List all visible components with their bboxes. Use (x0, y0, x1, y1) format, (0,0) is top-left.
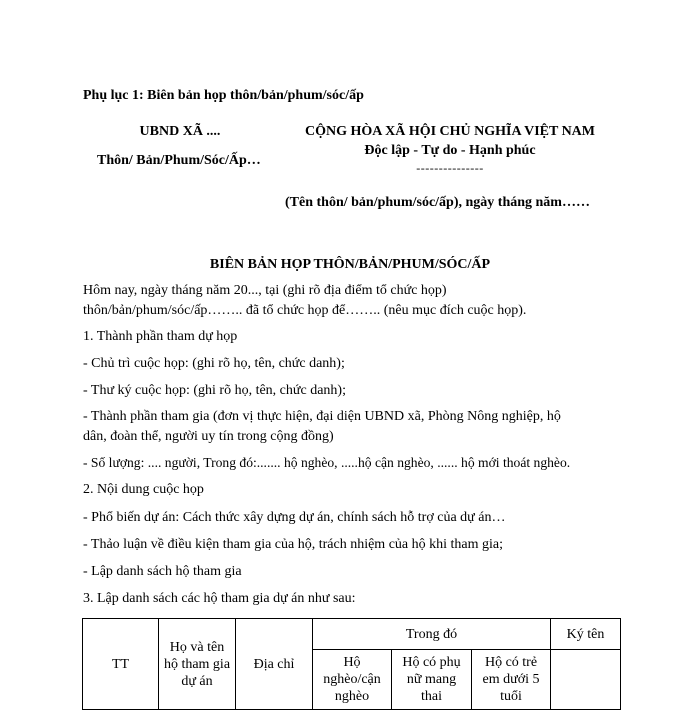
header-signature: Ký tên (551, 619, 621, 650)
participants-line1: - Thành phần tham gia (đơn vị thực hiện, đại diện UBND xã, Phòng Nông nghiệp, hộ (83, 409, 561, 424)
discussion-line: - Thảo luận về điều kiện tham gia của hộ, trách nhiệm của hộ khi tham gia; (83, 537, 503, 552)
appendix-title: Phụ lục 1: Biên bản họp thôn/bản/phum/sóc/ấp (83, 88, 364, 103)
commune-name: UBND XÃ .... (139, 124, 221, 139)
document-title: BIÊN BẢN HỌP THÔN/BẢN/PHUM/SÓC/ẤP (209, 257, 491, 272)
village-name: Thôn/ Bản/Phum/Sóc/Ấp… (97, 153, 261, 168)
national-title: CỘNG HÒA XÃ HỘI CHỦ NGHĨA VIỆT NAM (304, 124, 595, 139)
quantity-line: - Số lượng: .... người, Trong đó:....... hộ nghèo, .....hộ cận nghèo, ...... hộ mới thoát nghèo. (83, 455, 571, 470)
section-3-heading: 3. Lập danh sách các hộ tham gia dự án như sau: (83, 591, 356, 606)
dissemination-line: - Phổ biến dự án: Cách thức xây dựng dự án, chính sách hỗ trợ của dự án… (83, 510, 506, 525)
motto-divider: --------------- (416, 161, 484, 175)
subheader-pregnant: Hộ có phụ nữ mang thai (392, 650, 472, 710)
paragraph-intro-line1: Hôm nay, ngày tháng năm 20..., tại (ghi rõ địa điểm tổ chức họp) (83, 283, 447, 298)
place-date: (Tên thôn/ bản/phum/sóc/ấp), ngày tháng năm…… (285, 195, 590, 210)
participants-line2: dân, đoàn thể, người uy tín trong cộng đồng) (83, 429, 334, 444)
national-motto: Độc lập - Tự do - Hạnh phúc (364, 143, 536, 158)
paragraph-intro-line2: thôn/bản/phum/sóc/ấp…….. đã tổ chức họp để…….. (nêu mục đích cuộc họp). (83, 303, 527, 318)
subheader-children: Hộ có trẻ em dưới 5 tuổi (472, 650, 551, 710)
section-2-heading: 2. Nội dung cuộc họp (83, 482, 204, 497)
secretary-line: - Thư ký cuộc họp: (ghi rõ họ, tên, chức danh); (83, 383, 346, 398)
section-1-heading: 1. Thành phần tham dự họp (83, 329, 238, 344)
household-table (82, 618, 621, 710)
header-tt: TT (83, 619, 159, 710)
header-group: Trong đó (313, 619, 551, 650)
signature-cell (551, 650, 621, 710)
chair-line: - Chủ trì cuộc họp: (ghi rõ họ, tên, chức danh); (83, 356, 345, 371)
subheader-poor: Hộ nghèo/cận nghèo (313, 650, 392, 710)
header-name: Họ và tên hộ tham gia dự án (159, 619, 236, 710)
header-address: Địa chỉ (236, 619, 313, 710)
list-line: - Lập danh sách hộ tham gia (83, 564, 242, 579)
